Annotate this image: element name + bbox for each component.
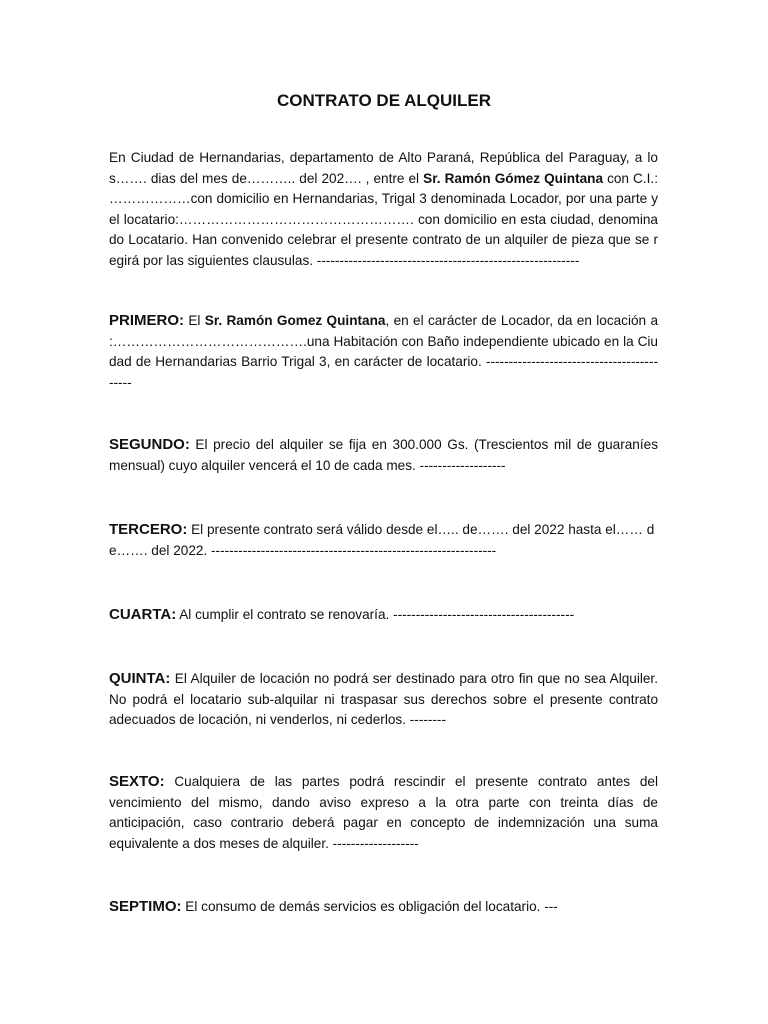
clause-sexto [109, 772, 658, 854]
clause-text: El Alquiler de locación no podrá ser destinado para otro fin que no sea Alquiler. No podrá el locatario sub-alquilar ni traspasar sus derechos sobre el presente contrato adecuados de locación, ni venderlos, ni cederlos. -------- [109, 671, 658, 728]
clause-text: El presente contrato será válido desde el….. de……. del 2022 hasta el…… de……. del 2022. --------------------------------------------------------------- [109, 522, 655, 558]
clause-cuarta [109, 605, 658, 626]
clause-text: Al cumplir el contrato se renovaría. ---------------------------------------- [176, 607, 575, 622]
clause-heading: QUINTA: [109, 670, 171, 687]
clause-septimo [109, 897, 658, 918]
clause-heading: PRIMERO: [109, 312, 184, 329]
document-title: CONTRATO DE ALQUILER [276, 91, 492, 110]
clause-heading: TERCERO: [109, 521, 188, 538]
clause-heading: SEXTO: [109, 773, 165, 790]
clause-heading: SEGUNDO: [109, 436, 190, 453]
intro-text-1: En Ciudad de Hernandarias, departamento de Alto Paraná, República del Paraguay, a los……. dias del mes de……….. del 202…. , entre el [109, 150, 658, 186]
clause-text: El [184, 313, 205, 328]
clause-primero [109, 311, 658, 393]
clause-text: , en el carácter de Locador, da en locación a :…………………………………….una Habitación con Baño independiente ubicado en la Ciudad de Hernandarias Barrio Trigal 3, en carácter de locatario. ------------------------------------------- [109, 313, 659, 390]
clause-tercero [109, 520, 658, 561]
clause-quinta [109, 669, 658, 731]
clause-text: Cualquiera de las partes podrá rescindir el presente contrato antes del vencimiento del mismo, dando aviso expreso a la otra parte con treinta días de anticipación, caso contrario deberá pagar en concepto de indemnización una suma equivalente a dos meses de alquiler. ------------------- [109, 774, 658, 851]
clause-heading: SEPTIMO: [109, 898, 182, 915]
clause-segundo [109, 435, 658, 476]
intro-text-2: con C.I.: ………………con domicilio en Hernandarias, Trigal 3 denominada Locador, por una parte y el locatario:……………………………………………. con domicilio en esta ciudad, denominado Locatario. Han convenido celebrar el presente contrato de un alquiler de pieza que se regirá por las siguientes clausulas. ---------------------------------------------------------- [109, 170, 658, 268]
clause-text: El precio del alquiler se fija en 300.000 Gs. (Trescientos mil de guaraníes mensual) cuyo alquiler vencerá el 10 de cada mes. ------------------- [109, 437, 658, 473]
locador-name: Sr. Ramón Gómez Quintana [423, 170, 604, 186]
clause-text: El consumo de demás servicios es obligación del locatario. --- [181, 899, 558, 914]
intro-paragraph [109, 148, 658, 272]
clause-heading: CUARTA: [109, 606, 177, 623]
locador-name: Sr. Ramón Gomez Quintana [204, 313, 386, 328]
